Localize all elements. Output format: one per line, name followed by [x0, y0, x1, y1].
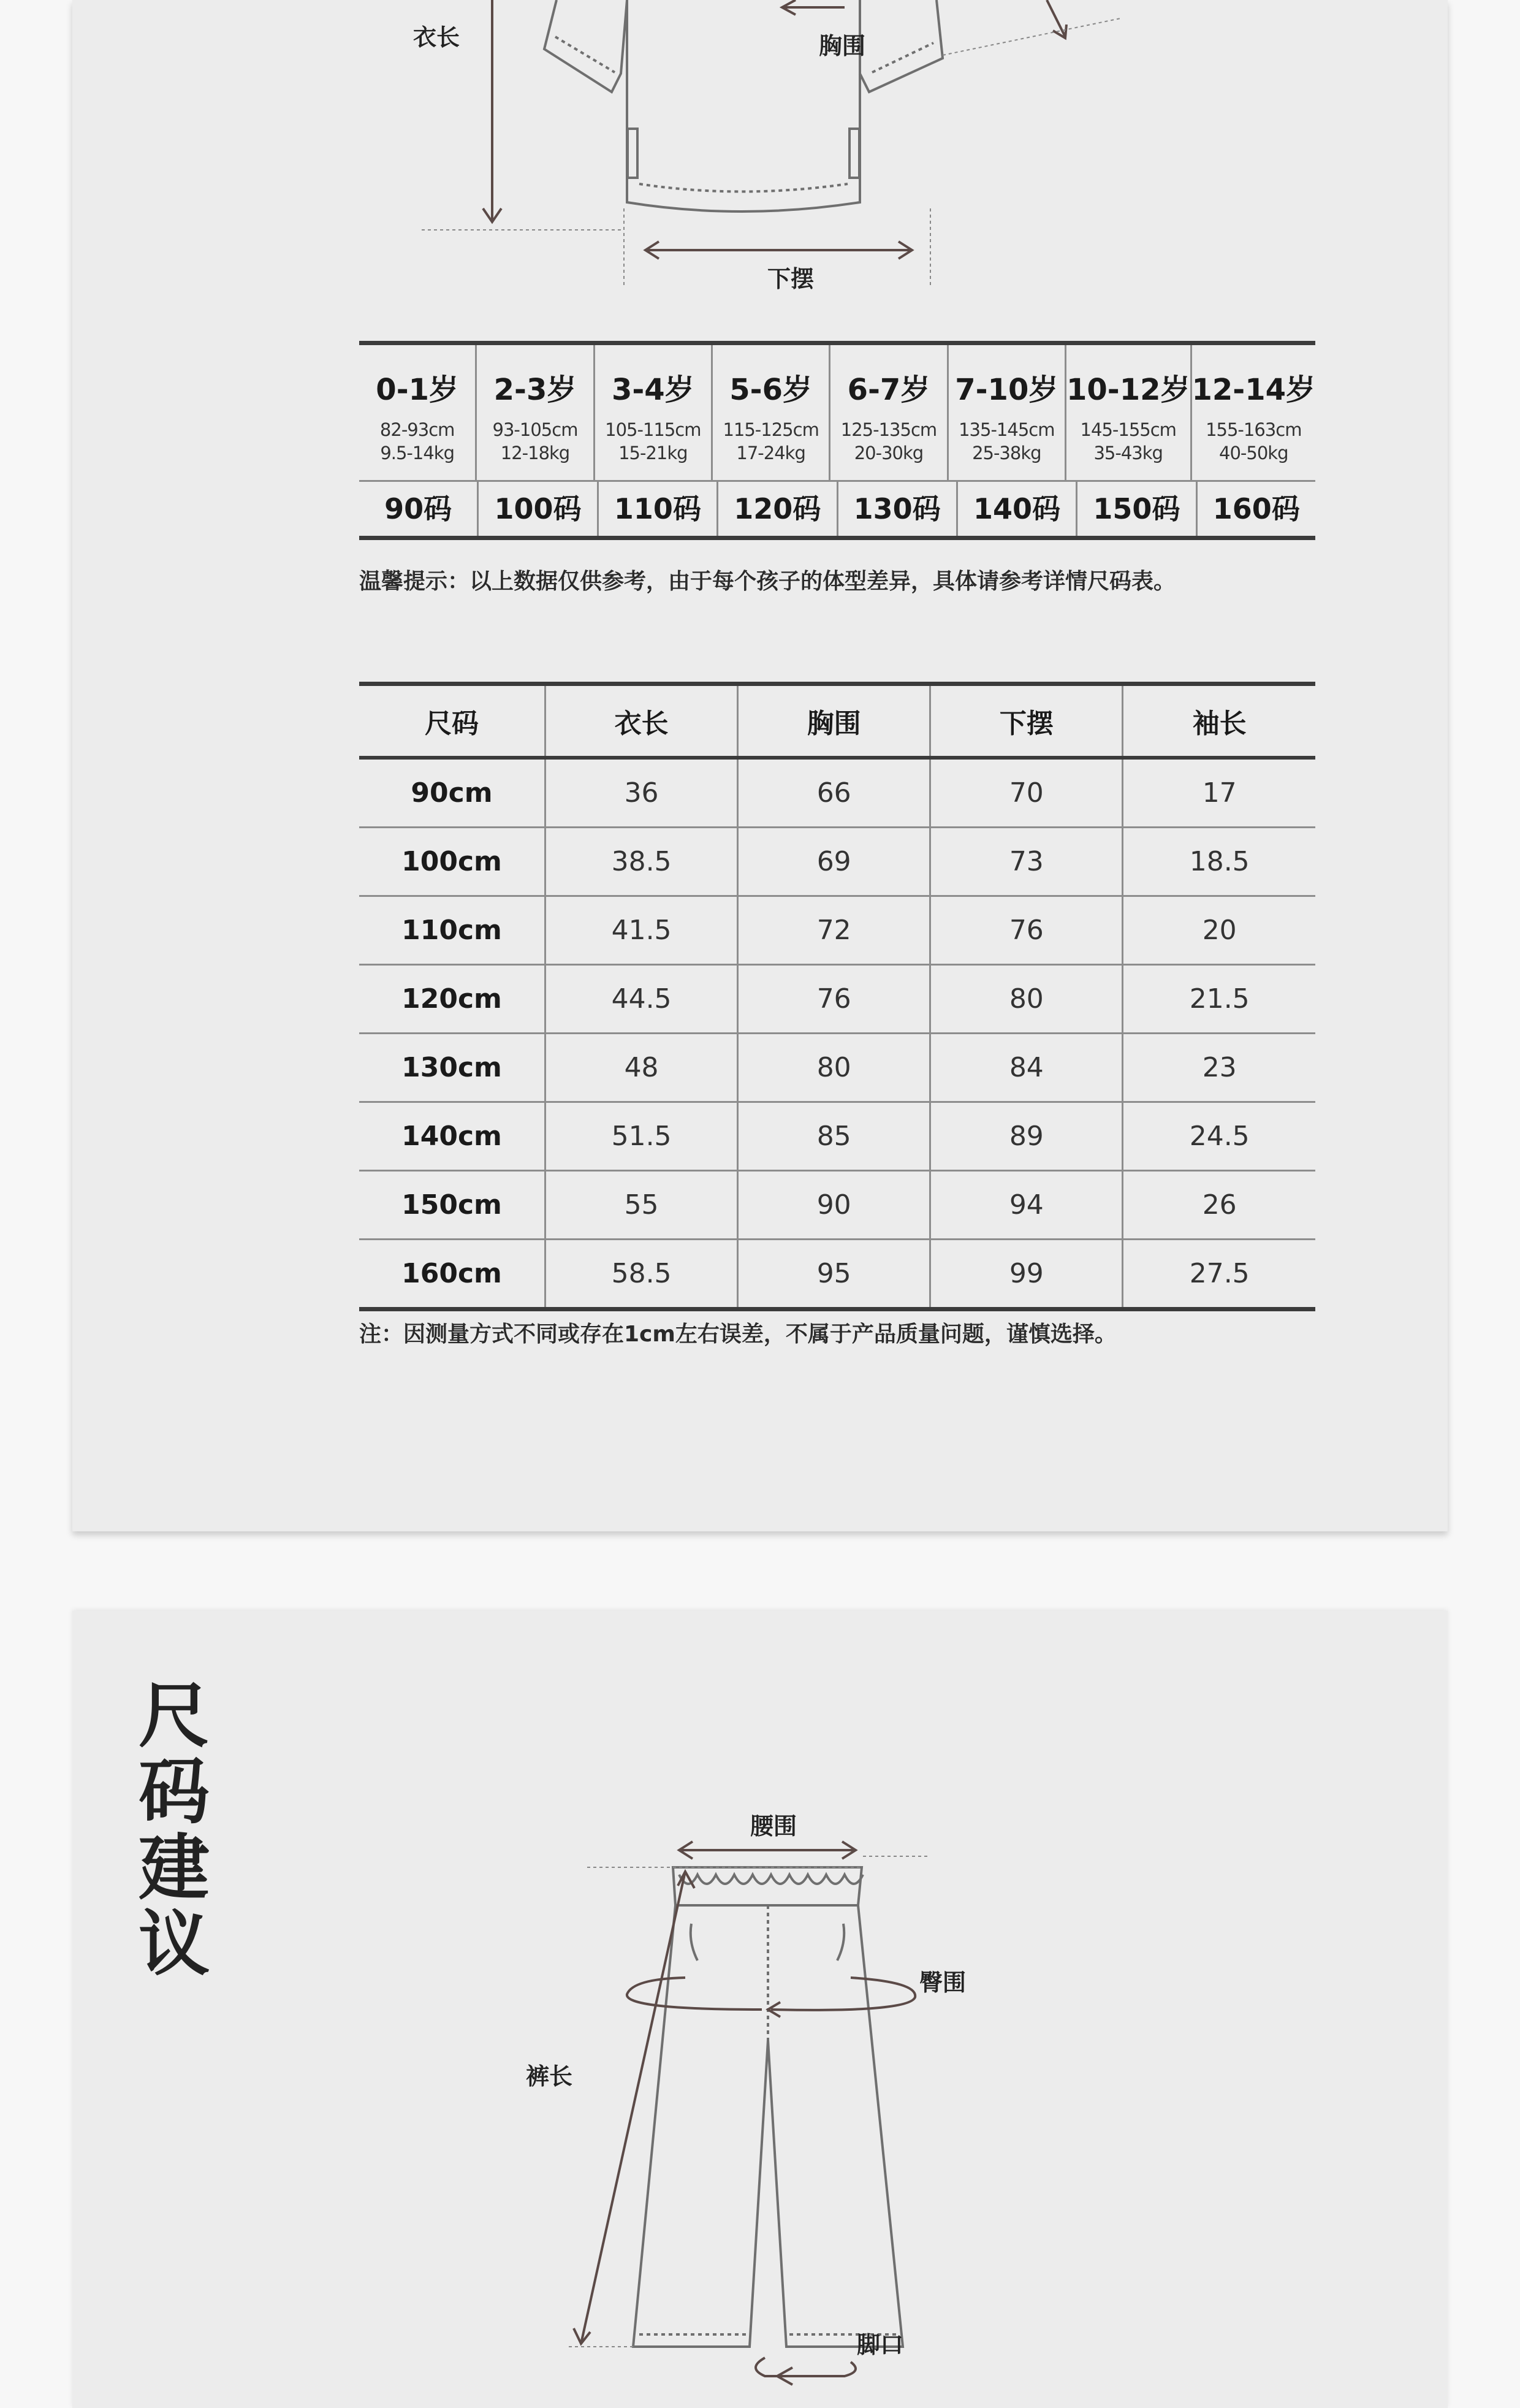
size-code-cell: 120码 [716, 482, 836, 536]
header-sleeve: 袖长 [1123, 684, 1315, 758]
table-row: 120cm 44.5 76 80 21.5 [359, 965, 1315, 1034]
tshirt-size-card [72, 0, 1448, 1531]
table-bottom-rule [359, 536, 1315, 540]
tshirt-diagram [72, 0, 1448, 319]
table-row: 130cm 48 80 84 23 [359, 1034, 1315, 1102]
header-chest: 胸围 [738, 684, 930, 758]
header-size: 尺码 [359, 684, 545, 758]
chest-label: 胸围 [819, 32, 866, 59]
age-cell: 6-7岁 125-135cm 20-30kg [829, 345, 946, 480]
table-header-row [359, 684, 1315, 758]
table-row: 160cm 58.5 95 99 27.5 [359, 1240, 1315, 1309]
size-code-cell: 140码 [956, 482, 1076, 536]
length-label: 衣长 [413, 24, 460, 51]
age-cell: 10-12岁 145-155cm 35-43kg [1065, 345, 1190, 480]
footnote-text: 注：因测量方式不同或存在1cm左右误差，不属于产品质量问题，谨慎选择。 [359, 1322, 1117, 1347]
age-row [359, 345, 1315, 480]
leg-opening-label: 脚口 [857, 2331, 904, 2358]
header-length: 衣长 [545, 684, 738, 758]
age-cell: 0-1岁 82-93cm 9.5-14kg [376, 373, 459, 463]
age-cell: 12-14岁 155-163cm 40-50kg [1190, 345, 1316, 480]
size-code-row [359, 480, 1315, 536]
pants-diagram [72, 1611, 1448, 2408]
age-cell: 5-6岁 115-125cm 17-24kg [711, 345, 829, 480]
pants-length-label: 裤长 [526, 2063, 573, 2090]
size-code-cell: 90码 [384, 492, 452, 525]
size-measurement-table [359, 682, 1315, 1311]
pants-size-card [72, 1611, 1448, 2408]
table-row: 90cm 36 66 70 17 [359, 758, 1315, 828]
table-row: 140cm 51.5 85 89 24.5 [359, 1102, 1315, 1171]
table-row: 100cm 38.5 69 73 18.5 [359, 828, 1315, 896]
table-row: 110cm 41.5 72 76 20 [359, 896, 1315, 965]
size-code-cell: 160码 [1196, 482, 1315, 536]
hem-label: 下摆 [767, 265, 815, 292]
age-cell: 2-3岁 93-105cm 12-18kg [475, 345, 593, 480]
section-title: 尺码建议 [139, 1675, 210, 1986]
size-code-cell: 130码 [837, 482, 956, 536]
size-code-cell: 100码 [477, 482, 596, 536]
waist-label: 腰围 [750, 1813, 797, 1840]
size-code-cell: 110码 [597, 482, 716, 536]
tip-text: 温馨提示：以上数据仅供参考，由于每个孩子的体型差异，具体请参考详情尺码表。 [359, 569, 1176, 594]
table-top-rule [359, 341, 1315, 345]
hip-label: 臀围 [919, 1969, 967, 1996]
age-size-table [359, 341, 1315, 540]
age-cell: 3-4岁 105-115cm 15-21kg [593, 345, 711, 480]
header-hem: 下摆 [930, 684, 1123, 758]
size-code-cell: 150码 [1076, 482, 1195, 536]
age-cell: 7-10岁 135-145cm 25-38kg [947, 345, 1065, 480]
table-row: 150cm 55 90 94 26 [359, 1171, 1315, 1240]
